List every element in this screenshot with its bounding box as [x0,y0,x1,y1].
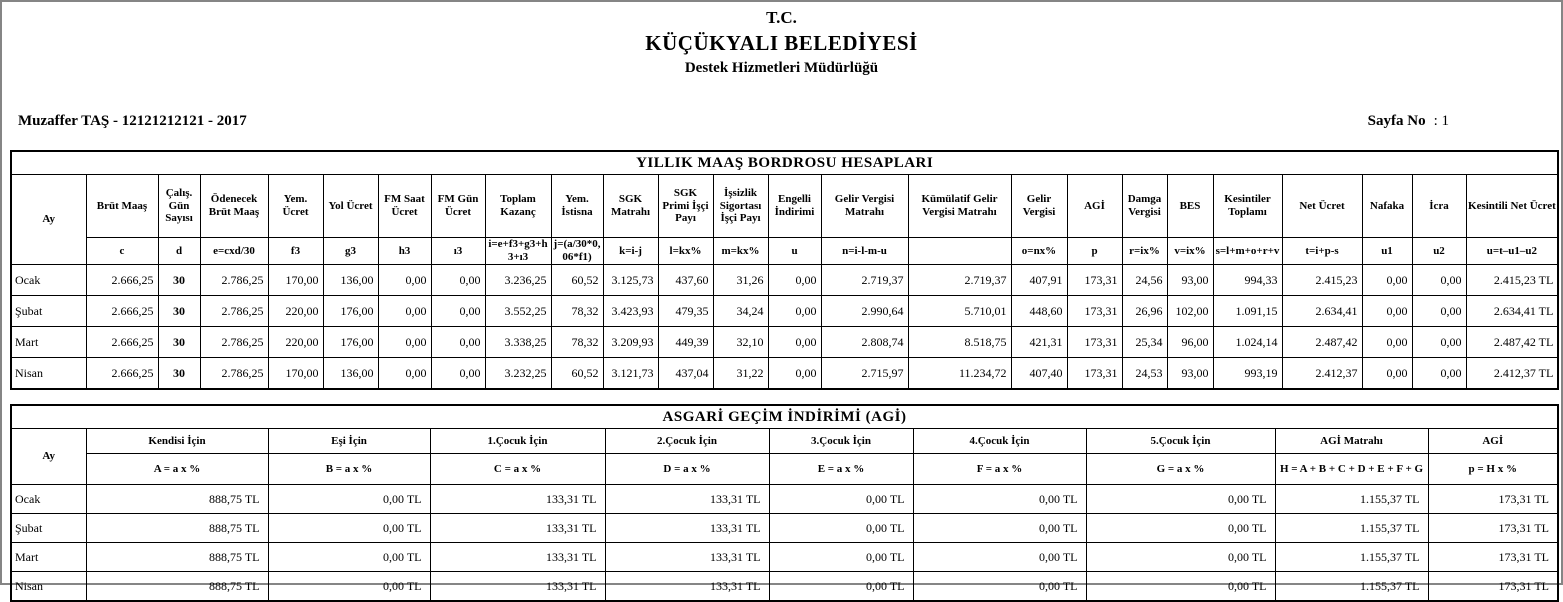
table1-value-cell: 479,35 [658,296,713,327]
table1-value-cell: 2.412,37 [1282,358,1362,390]
table2-col-formula-7: H = A + B + C + D + E + F + G [1275,454,1428,485]
table2-col-formula-3: D = a x % [605,454,769,485]
table1-value-cell: 3.125,73 [603,265,658,296]
table2-value-cell: 173,31 TL [1428,572,1558,602]
table1-value-cell: 0,00 [768,265,821,296]
table2-value-cell: 173,31 TL [1428,514,1558,543]
table1-col-formula-11: m=kx% [713,238,768,265]
month-cell: Nisan [11,572,86,602]
table2-value-cell: 0,00 TL [1086,543,1275,572]
table1-value-cell: 2.715,97 [821,358,908,390]
table2-col-formula-6: G = a x % [1086,454,1275,485]
department-title: Destek Hizmetleri Müdürlüğü [684,60,879,76]
table1-value-cell: 2.990,64 [821,296,908,327]
table1-table-row [11,327,1558,358]
table1-value-cell: 34,24 [713,296,768,327]
table2-value-cell: 173,31 TL [1428,543,1558,572]
table1-value-cell: 2.786,25 [200,358,268,390]
table2-value-cell: 0,00 TL [913,514,1086,543]
table2-col-formula-5: F = a x % [913,454,1086,485]
table2-value-cell: 0,00 TL [1086,572,1275,602]
table1-col-header-5: FM Saat Ücret [378,175,431,238]
table2-value-cell: 133,31 TL [430,485,605,514]
table1-value-cell: 173,31 [1067,265,1122,296]
table2-col-header-4: 3.Çocuk İçin [769,429,913,454]
table2-value-cell: 0,00 TL [769,572,913,602]
table1-value-cell: 2.415,23 [1282,265,1362,296]
table2-value-cell: 0,00 TL [268,543,430,572]
table1-col-header-16: AGİ [1067,175,1122,238]
table1-value-cell: 407,40 [1011,358,1067,390]
table1-value-cell: 24,56 [1122,265,1167,296]
table1-col-header-4: Yol Ücret [323,175,378,238]
table1-value-cell: 136,00 [323,265,378,296]
table1-value-cell: 993,19 [1213,358,1282,390]
table1-col-header-6: FM Gün Ücret [431,175,485,238]
table2-value-cell: 1.155,37 TL [1275,485,1428,514]
table2-col-header-1: Eşi İçin [268,429,430,454]
table1-col-header-13: Gelir Vergisi Matrahı [821,175,908,238]
table2-col-header-7: AGİ Matrahı [1275,429,1428,454]
table1-col-header-21: Nafaka [1362,175,1412,238]
table1-value-cell: 2.487,42 TL [1466,327,1558,358]
table2-value-cell: 0,00 TL [769,485,913,514]
table2-header-row [11,429,1558,454]
table1-value-cell: 93,00 [1167,358,1213,390]
yearly-salary-table [10,150,1559,390]
table2-value-cell: 888,75 TL [86,543,268,572]
table1-col-formula-20: t=i+p-s [1282,238,1362,265]
table1-value-cell: 170,00 [268,265,323,296]
table1-value-cell: 2.666,25 [86,296,158,327]
table1-col-formula-16: p [1067,238,1122,265]
table1-value-cell: 0,00 [768,327,821,358]
employee-line: Muzaffer TAŞ - 12121212121 - 2017 [18,113,247,129]
table2-col-formula-2: C = a x % [430,454,605,485]
table1-col-header-18: BES [1167,175,1213,238]
table1-table-row [11,296,1558,327]
table2-col-formula-0: A = a x % [86,454,268,485]
table1-col-header-20: Net Ücret [1282,175,1362,238]
table2-title: ASGARİ GEÇİM İNDİRİMİ (AGİ) [11,405,1558,429]
table1-value-cell: 0,00 [378,358,431,390]
table1-col-formula-3: f3 [268,238,323,265]
table2-col-header-5: 4.Çocuk İçin [913,429,1086,454]
report-info-row [2,113,1561,133]
table1-value-cell: 173,31 [1067,296,1122,327]
table2-month-header: Ay [11,429,86,485]
table1-value-cell: 8.518,75 [908,327,1011,358]
table1-value-cell: 11.234,72 [908,358,1011,390]
table1-col-formula-12: u [768,238,821,265]
table1-col-formula-21: u1 [1362,238,1412,265]
table2-value-cell: 133,31 TL [430,543,605,572]
table1-col-formula-4: g3 [323,238,378,265]
table1-value-cell: 3.338,25 [485,327,551,358]
table1-value-cell: 449,39 [658,327,713,358]
table2-formula-row [11,454,1558,485]
table1-value-cell: 30 [158,358,200,390]
table1-value-cell: 0,00 [1362,296,1412,327]
table2-value-cell: 888,75 TL [86,572,268,602]
table1-value-cell: 2.786,25 [200,265,268,296]
table2-value-cell: 0,00 TL [769,514,913,543]
table1-col-formula-8: j=(a/30*0,06*f1) [551,238,603,265]
table1-value-cell: 437,60 [658,265,713,296]
table2-col-formula-4: E = a x % [769,454,913,485]
table1-value-cell: 2.634,41 TL [1466,296,1558,327]
table1-value-cell: 2.719,37 [908,265,1011,296]
table1-col-formula-23: u=t–u1–u2 [1466,238,1558,265]
table1-col-header-1: Çalış. Gün Sayısı [158,175,200,238]
page-number-label: Sayfa No [1367,113,1426,129]
table1-col-header-8: Yem. İstisna [551,175,603,238]
table1-col-formula-22: u2 [1412,238,1466,265]
table1-value-cell: 176,00 [323,327,378,358]
letterhead [2,2,1561,79]
table1-col-formula-13: n=i-l-m-u [821,238,908,265]
table1-value-cell: 0,00 [378,265,431,296]
table1-table-row [11,265,1558,296]
municipality-title: KÜÇÜKYALI BELEDİYESİ [645,31,918,55]
table2-value-cell: 888,75 TL [86,514,268,543]
table1-value-cell: 3.232,25 [485,358,551,390]
table1-value-cell: 994,33 [1213,265,1282,296]
table1-col-header-12: Engelli İndirimi [768,175,821,238]
table1-value-cell: 2.415,23 TL [1466,265,1558,296]
table2-value-cell: 0,00 TL [913,485,1086,514]
table1-col-formula-1: d [158,238,200,265]
table2-table-row [11,514,1558,543]
table1-col-formula-18: v=ix% [1167,238,1213,265]
page-number-value: : 1 [1433,113,1449,129]
table2-value-cell: 133,31 TL [605,485,769,514]
table1-col-formula-6: ı3 [431,238,485,265]
table1-value-cell: 437,04 [658,358,713,390]
table2-value-cell: 1.155,37 TL [1275,514,1428,543]
table1-col-header-7: Toplam Kazanç [485,175,551,238]
table2-value-cell: 133,31 TL [605,514,769,543]
table1-value-cell: 0,00 [768,358,821,390]
table1-value-cell: 2.786,25 [200,327,268,358]
table1-value-cell: 2.666,25 [86,358,158,390]
table1-value-cell: 60,52 [551,265,603,296]
table2-value-cell: 0,00 TL [268,572,430,602]
table1-value-cell: 93,00 [1167,265,1213,296]
table1-value-cell: 421,31 [1011,327,1067,358]
table2-table-row [11,485,1558,514]
table1-col-header-3: Yem. Ücret [268,175,323,238]
table1-value-cell: 3.552,25 [485,296,551,327]
table1-value-cell: 30 [158,296,200,327]
table1-value-cell: 0,00 [431,265,485,296]
table2-value-cell: 133,31 TL [430,514,605,543]
table1-value-cell: 102,00 [1167,296,1213,327]
table2-value-cell: 0,00 TL [913,543,1086,572]
agi-table [10,404,1559,602]
table1-col-formula-5: h3 [378,238,431,265]
table1-value-cell: 30 [158,265,200,296]
table2-col-header-0: Kendisi İçin [86,429,268,454]
table2-value-cell: 133,31 TL [605,543,769,572]
table2-col-header-2: 1.Çocuk İçin [430,429,605,454]
table1-value-cell: 2.634,41 [1282,296,1362,327]
table1-col-header-22: İcra [1412,175,1466,238]
table2-value-cell: 0,00 TL [1086,485,1275,514]
table2-col-header-3: 2.Çocuk İçin [605,429,769,454]
table1-value-cell: 0,00 [378,327,431,358]
month-cell: Mart [11,327,86,358]
table1-value-cell: 2.719,37 [821,265,908,296]
table2-value-cell: 0,00 TL [913,572,1086,602]
table1-value-cell: 1.091,15 [1213,296,1282,327]
table1-value-cell: 0,00 [431,296,485,327]
table1-value-cell: 2.412,37 TL [1466,358,1558,390]
table1-col-header-23: Kesintili Net Ücret [1466,175,1558,238]
month-cell: Ocak [11,485,86,514]
table1-col-formula-0: c [86,238,158,265]
table1-col-formula-14 [908,238,1011,265]
month-cell: Mart [11,543,86,572]
table1-value-cell: 0,00 [1362,327,1412,358]
table1-value-cell: 2.666,25 [86,327,158,358]
table2-table-row [11,572,1558,602]
table1-value-cell: 0,00 [378,296,431,327]
table1-month-header: Ay [11,175,86,265]
table2-title-row [11,405,1558,429]
month-cell: Şubat [11,514,86,543]
table1-value-cell: 448,60 [1011,296,1067,327]
table1-col-header-19: Kesintiler Toplamı [1213,175,1282,238]
table1-value-cell: 136,00 [323,358,378,390]
table1-value-cell: 2.808,74 [821,327,908,358]
table1-col-header-2: Ödenecek Brüt Maaş [200,175,268,238]
table1-col-header-14: Kümülatif Gelir Vergisi Matrahı [908,175,1011,238]
table2-value-cell: 0,00 TL [268,514,430,543]
table1-formula-row [11,238,1558,265]
table1-col-header-10: SGK Primi İşçi Payı [658,175,713,238]
table1-header-row [11,175,1558,238]
table1-value-cell: 0,00 [768,296,821,327]
table1-col-header-15: Gelir Vergisi [1011,175,1067,238]
table1-value-cell: 2.487,42 [1282,327,1362,358]
table1-value-cell: 0,00 [1412,327,1466,358]
table1-value-cell: 173,31 [1067,358,1122,390]
table1-value-cell: 0,00 [431,358,485,390]
table1-value-cell: 220,00 [268,327,323,358]
table1-value-cell: 3.121,73 [603,358,658,390]
month-cell: Nisan [11,358,86,390]
table2-col-formula-1: B = a x % [268,454,430,485]
table2-table-row [11,543,1558,572]
table1-value-cell: 0,00 [1412,358,1466,390]
table1-value-cell: 24,53 [1122,358,1167,390]
table1-value-cell: 60,52 [551,358,603,390]
table1-table-row [11,358,1558,390]
table1-col-header-0: Brüt Maaş [86,175,158,238]
table1-col-header-9: SGK Matrahı [603,175,658,238]
table1-col-formula-7: i=e+f3+g3+h3+ı3 [485,238,551,265]
table1-value-cell: 31,26 [713,265,768,296]
table1-col-formula-15: o=nx% [1011,238,1067,265]
table1-col-header-17: Damga Vergisi [1122,175,1167,238]
table1-value-cell: 25,34 [1122,327,1167,358]
table2-col-header-6: 5.Çocuk İçin [1086,429,1275,454]
table2-col-formula-8: p = H x % [1428,454,1558,485]
table1-value-cell: 26,96 [1122,296,1167,327]
month-cell: Ocak [11,265,86,296]
month-cell: Şubat [11,296,86,327]
table1-value-cell: 0,00 [1362,358,1412,390]
page-number [1368,113,1449,130]
table1-value-cell: 2.786,25 [200,296,268,327]
table2-value-cell: 888,75 TL [86,485,268,514]
table2-col-header-8: AGİ [1428,429,1558,454]
table1-value-cell: 3.236,25 [485,265,551,296]
table1-value-cell: 5.710,01 [908,296,1011,327]
table2-value-cell: 0,00 TL [268,485,430,514]
table1-value-cell: 176,00 [323,296,378,327]
table1-value-cell: 170,00 [268,358,323,390]
table1-value-cell: 0,00 [1362,265,1412,296]
table2-value-cell: 0,00 TL [1086,514,1275,543]
table2-value-cell: 0,00 TL [769,543,913,572]
table1-col-formula-17: r=ix% [1122,238,1167,265]
table2-value-cell: 1.155,37 TL [1275,572,1428,602]
table1-value-cell: 78,32 [551,296,603,327]
table1-value-cell: 407,91 [1011,265,1067,296]
table2-value-cell: 173,31 TL [1428,485,1558,514]
table1-value-cell: 220,00 [268,296,323,327]
table1-col-formula-2: e=cxd/30 [200,238,268,265]
table1-col-formula-19: s=l+m+o+r+v [1213,238,1282,265]
table1-col-formula-9: k=i-j [603,238,658,265]
table1-value-cell: 0,00 [431,327,485,358]
table1-value-cell: 0,00 [1412,296,1466,327]
table1-col-formula-10: l=kx% [658,238,713,265]
table1-value-cell: 0,00 [1412,265,1466,296]
table2-value-cell: 133,31 TL [430,572,605,602]
table2-value-cell: 1.155,37 TL [1275,543,1428,572]
table1-title-row [11,151,1558,175]
table1-value-cell: 96,00 [1167,327,1213,358]
table1-value-cell: 3.423,93 [603,296,658,327]
table1-col-header-11: İşsizlik Sigortası İşçi Payı [713,175,768,238]
table1-value-cell: 78,32 [551,327,603,358]
table2-value-cell: 133,31 TL [605,572,769,602]
table1-value-cell: 30 [158,327,200,358]
table1-value-cell: 31,22 [713,358,768,390]
table1-value-cell: 173,31 [1067,327,1122,358]
table1-value-cell: 2.666,25 [86,265,158,296]
table1-value-cell: 3.209,93 [603,327,658,358]
table1-value-cell: 1.024,14 [1213,327,1282,358]
table1-value-cell: 32,10 [713,327,768,358]
table1-title: YILLIK MAAŞ BORDROSU HESAPLARI [11,151,1558,175]
country-title: T.C. [766,8,797,27]
